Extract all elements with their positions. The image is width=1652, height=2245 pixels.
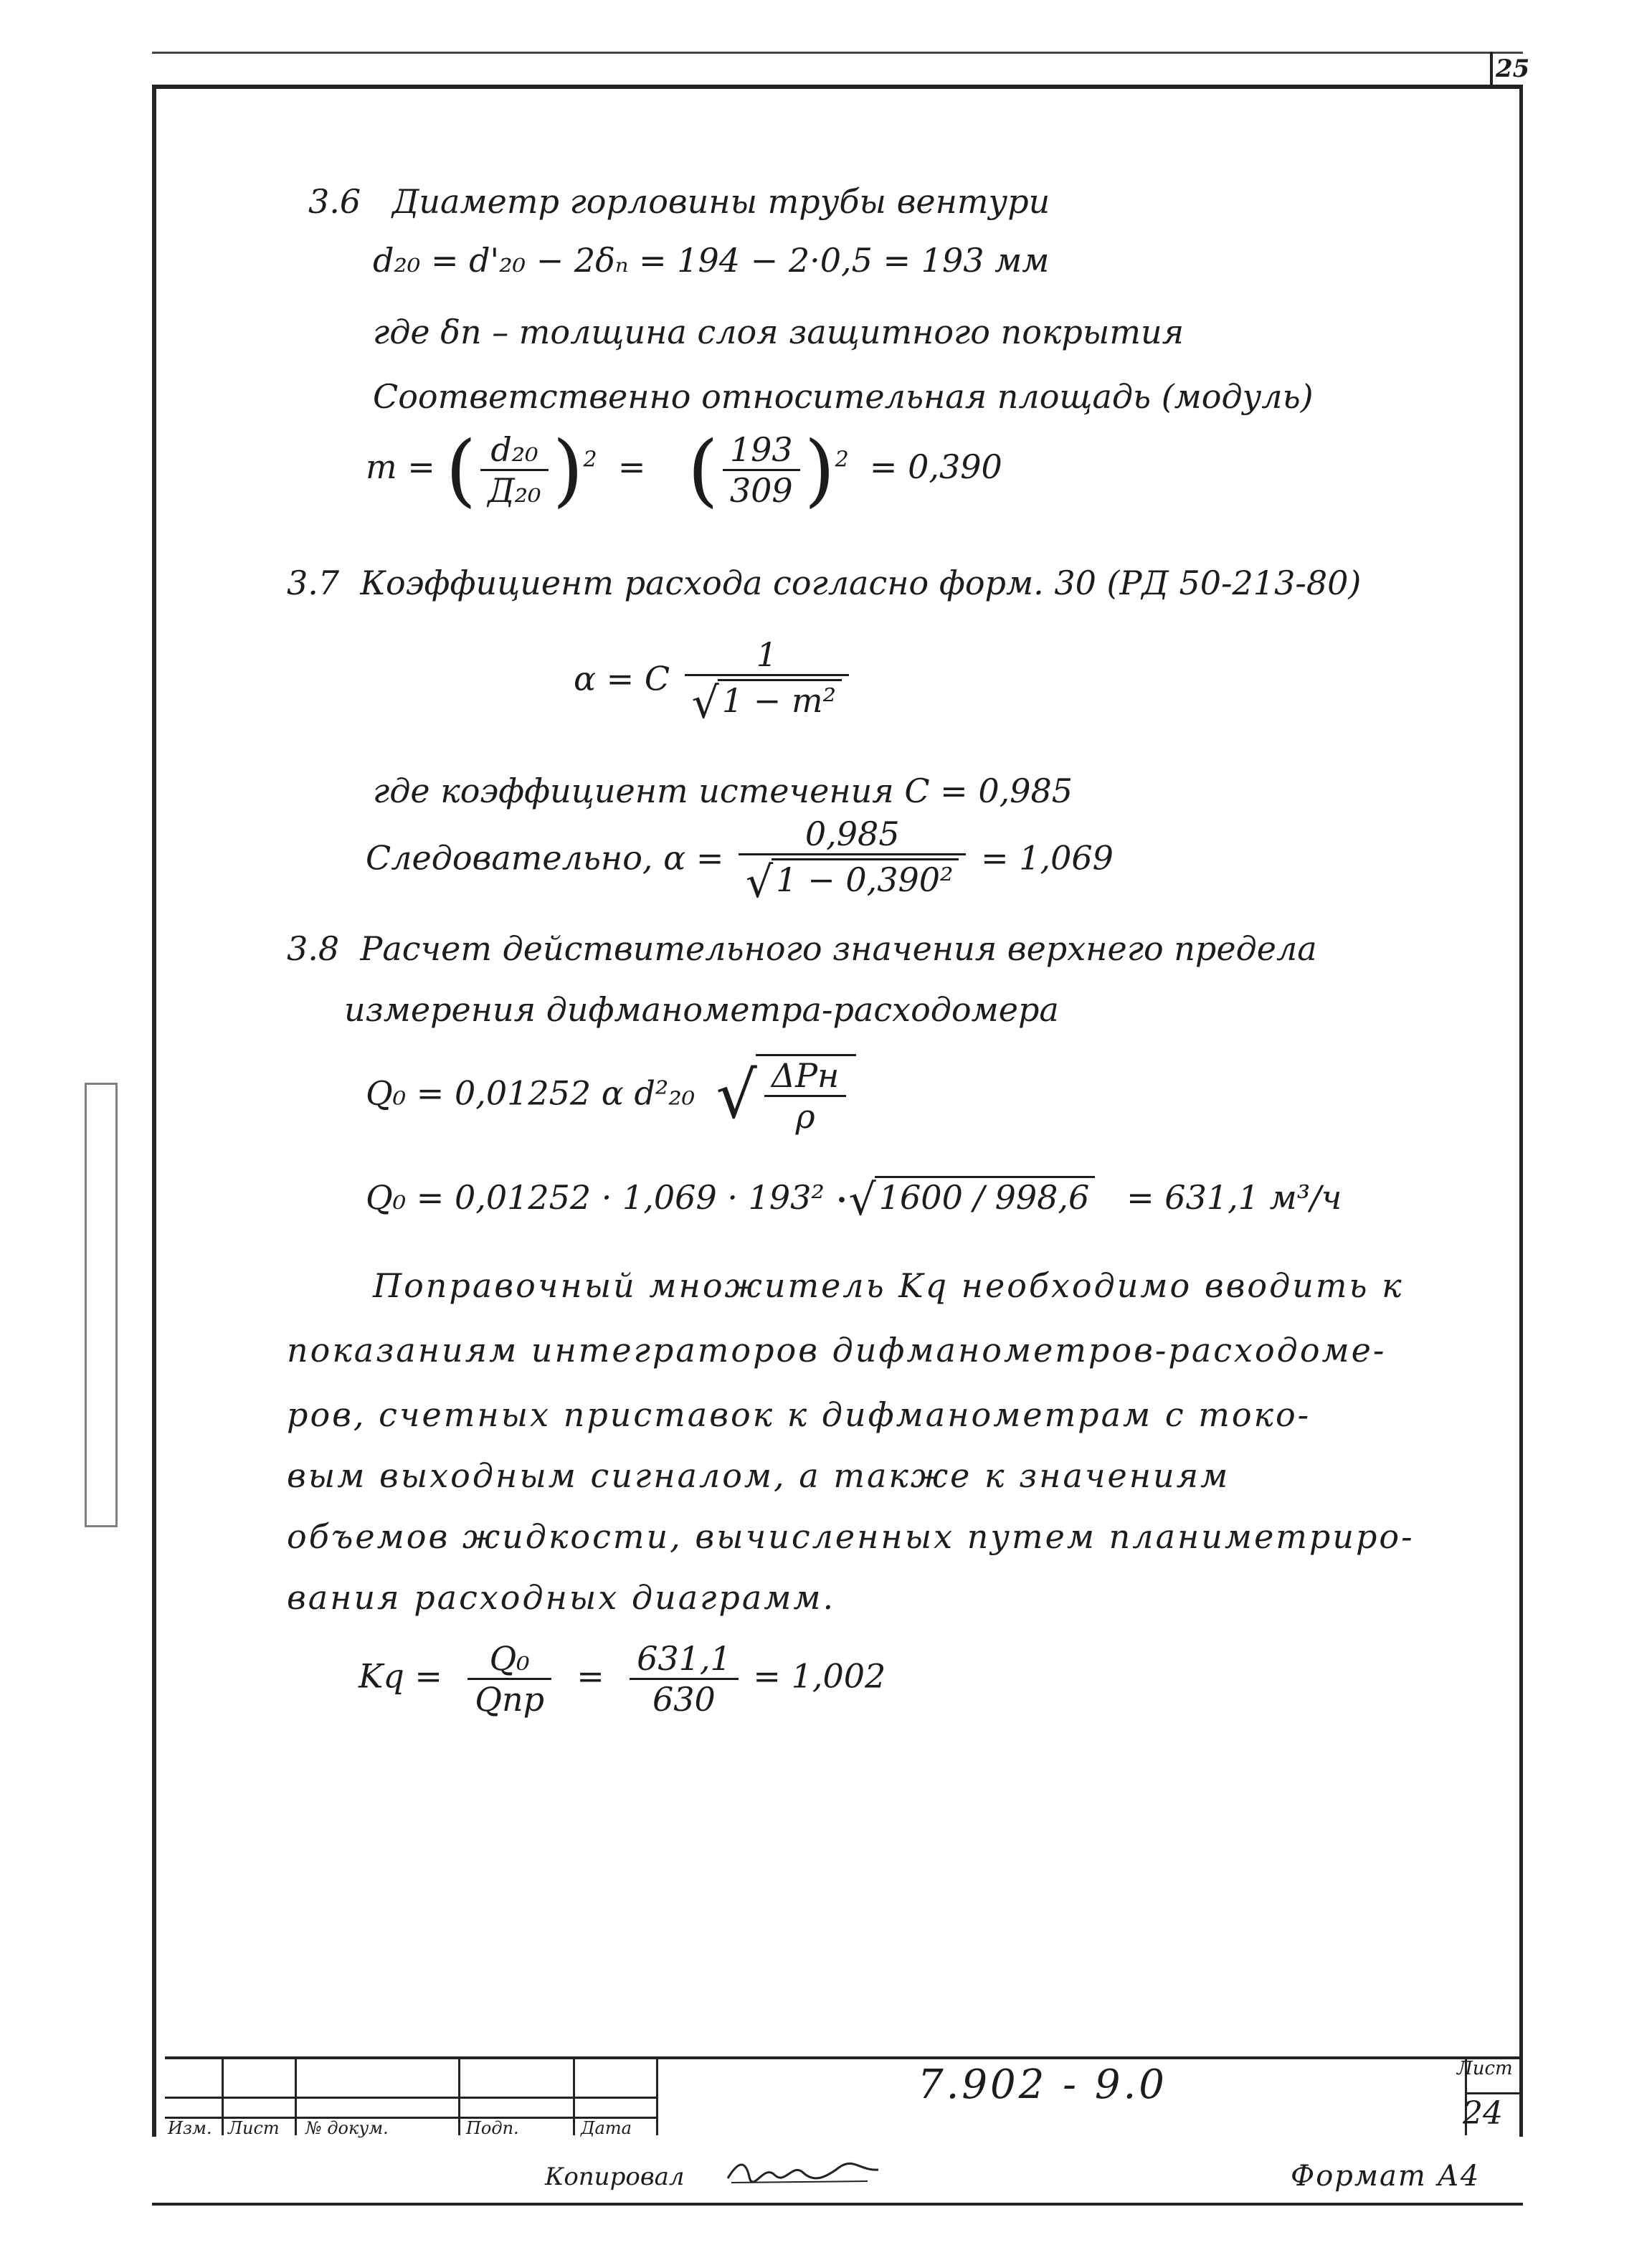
document-designation: 7.902 - 9.0 (918, 2061, 1167, 2108)
flow-result: = 631,1 м³/ч (1126, 1178, 1342, 1217)
section-title: Диаметр горловины трубы вентури (392, 182, 1050, 221)
coating-note: где δп – толщина слоя защитного покрытия (373, 313, 1185, 351)
alpha-result: = 1,069 (981, 838, 1114, 878)
paragraph-line: ров, счетных приставок к дифманометрам с токо- (287, 1395, 1311, 1434)
section-number: 3.8 (287, 929, 340, 968)
izm-label: Изм. (168, 2118, 212, 2138)
frame-top-line (152, 52, 1523, 54)
copier-signature (724, 2157, 882, 2185)
module-fraction-2: $\frac{193}{309}$ (723, 433, 800, 507)
list-label: Лист (228, 2118, 280, 2138)
kq-fraction-2: $\frac{631,1}{630}$ (630, 1642, 739, 1716)
flow-calculation: Q₀ = 0,01252 · 1,069 · 193² ·√1600 / 998,6 = 631,1 м³/ч (366, 1175, 1342, 1225)
pressure-density-fraction: $\frac{\text{ΔPн}}{\rho}$ (764, 1059, 846, 1133)
alpha-fraction: $\frac{1}{\text{√1 − m²}}$ (685, 638, 849, 725)
section-title: Коэффициент расхода согласно форм. 30 (РД 50-213-80) (360, 564, 1362, 602)
paragraph-line: показаниям интеграторов дифманометров-расходоме- (287, 1331, 1387, 1370)
alpha-calculation: Следовательно, α = $\frac{0,985}{\text{√1 − 0,390²}}$ = 1,069 (366, 815, 1114, 908)
section-3-7-heading (287, 564, 1362, 602)
kq-fraction-1: $\frac{\text{Q₀}}{\text{Qпр}}$ (467, 1642, 551, 1716)
paper-format: Формат А4 (1291, 2160, 1481, 2193)
page-number: 25 (1496, 54, 1530, 83)
section-3-6-heading (308, 182, 1050, 221)
section-number: 3.7 (287, 564, 340, 602)
sheet-label: Лист (1457, 2058, 1513, 2079)
paragraph-line: вым выходным сигналом, а также к значениям (287, 1456, 1230, 1495)
outflow-coefficient-text: где коэффициент истечения C = 0,985 (373, 772, 1073, 810)
module-formula: m = ( $\frac{\text{d₂₀}}{\text{Д₂₀}}$ )$^2$ = ( $\frac{193}{309}$ )$^2$ = 0,390 (366, 424, 1002, 516)
kq-result: = 1,002 (753, 1656, 886, 1696)
paragraph-line: вания расходных диаграмм. (287, 1578, 836, 1617)
doc-number-label: № докум. (305, 2118, 389, 2138)
paragraph-line: объемов жидкости, вычисленных путем планиметриро- (287, 1517, 1415, 1556)
section-3-8-heading-cont: измерения дифманометра-расходомера (344, 990, 1059, 1029)
date-label: Дата (581, 2118, 632, 2138)
relative-area-text: Соответственно относительная площадь (модуль) (373, 377, 1314, 416)
flow-sqrt: 1600 / 998,6 (875, 1176, 1096, 1214)
flow-formula: Q₀ = 0,01252 α d²₂₀ √ $\frac{\text{ΔPн}}{\rho}$ (366, 1054, 856, 1133)
section-number: 3.6 (308, 182, 361, 221)
frame-bottom-line (152, 2203, 1523, 2206)
discharge-coefficient-formula: α = C $\frac{1}{\text{√1 − m²}}$ (574, 638, 853, 725)
sheet-number: 24 (1463, 2095, 1503, 2132)
throat-diameter-formula: d₂₀ = d'₂₀ − 2δₙ = 194 − 2·0,5 = 193 мм (373, 241, 1050, 280)
binding-strip (85, 1083, 118, 1527)
signature-label: Подп. (466, 2118, 519, 2138)
module-lhs: m = (366, 447, 435, 486)
section-title: Расчет действительного значения верхнего предела (360, 929, 1317, 968)
alpha-calc-fraction: $\frac{0,985}{\text{√1 − 0,390²}}$ (739, 817, 966, 904)
title-block (165, 2056, 1522, 2138)
sheet-row-line (1467, 2092, 1522, 2094)
copied-by-label: Копировал (545, 2163, 685, 2191)
module-fraction-1: $\frac{\text{d₂₀}}{\text{Д₂₀}}$ (480, 433, 548, 507)
module-result: = 0,390 (869, 447, 1002, 486)
paragraph-line: Поправочный множитель Kq необходимо вводить к (373, 1266, 1404, 1305)
correction-factor-formula: Kq = $\frac{\text{Q₀}}{\text{Qпр}}$ = $\frac{631,1}{630}$ = 1,002 (359, 1639, 886, 1719)
section-3-8-heading (287, 929, 1317, 968)
